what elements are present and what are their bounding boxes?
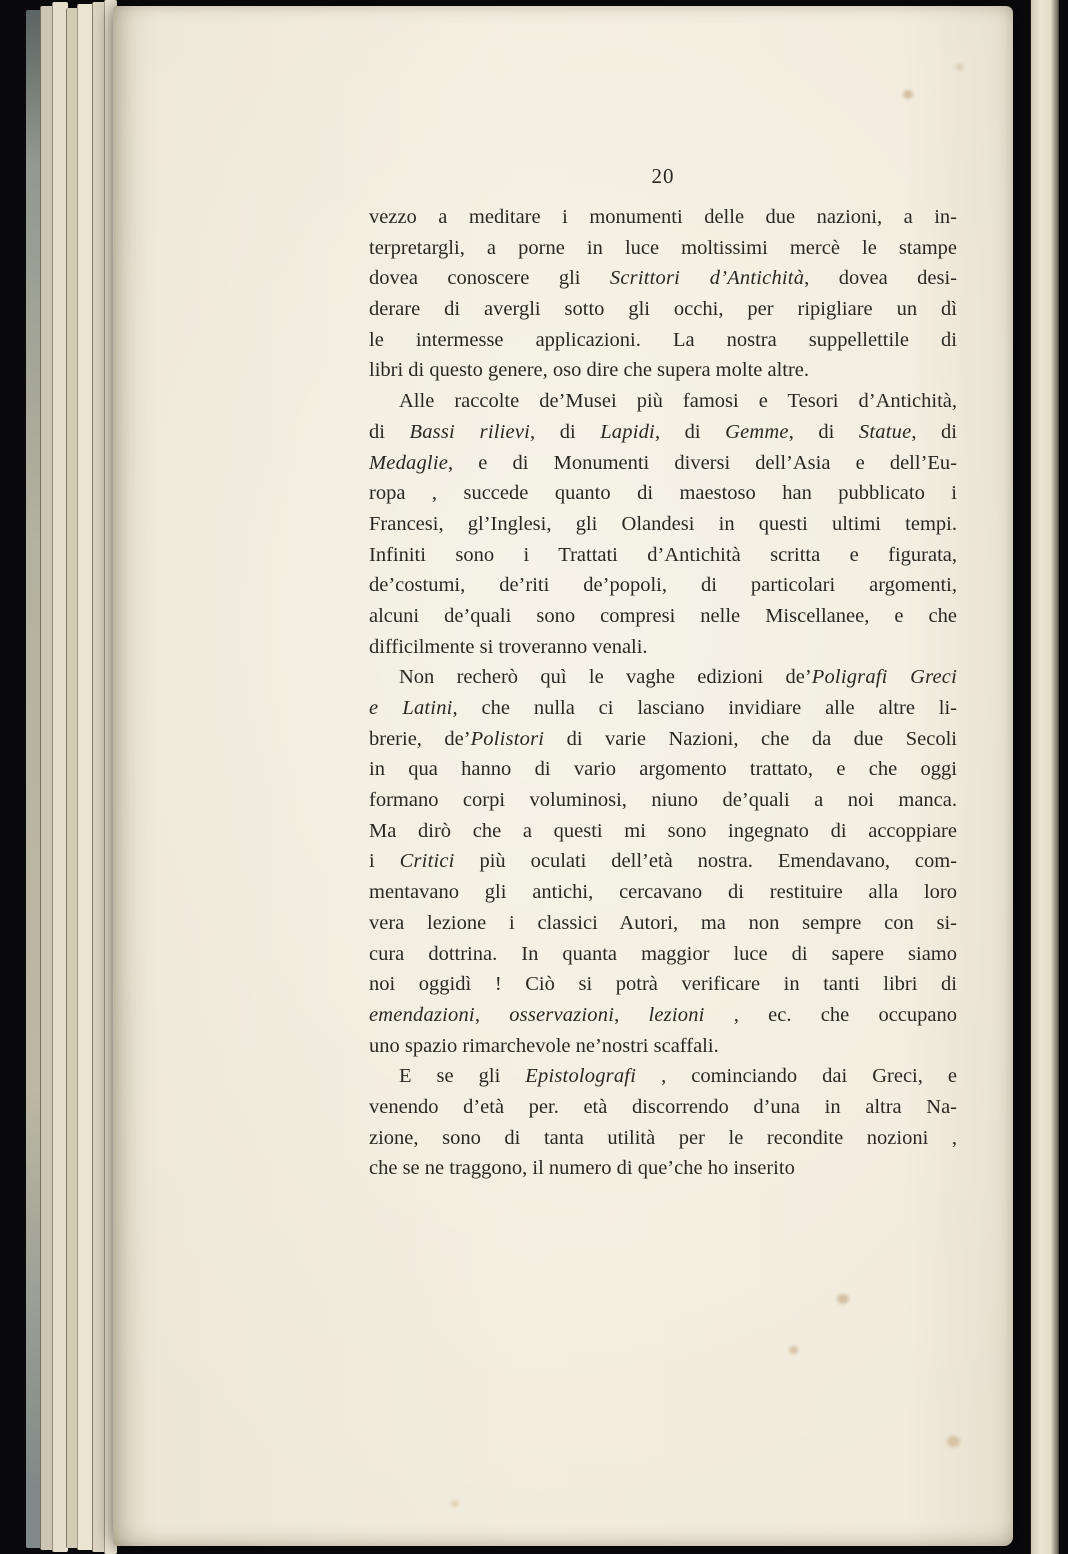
paragraph [369, 202, 957, 386]
text-line: terpretargli, a porne in luce moltissimi mercè le stampe [369, 236, 957, 259]
text-line: zione, sono di tanta utilità per le recondite nozioni , [369, 1126, 957, 1149]
text-line: de’costumi, de’riti de’popoli, di particolari argomenti, [369, 574, 957, 597]
text-line: dovea conoscere gli Scrittori d’Antichità, dovea desi- [369, 267, 957, 290]
page-content [369, 164, 957, 1184]
text-line: Alle raccolte de’Musei più famosi e Tesori d’Antichità, [399, 390, 957, 413]
paragraph [369, 386, 957, 662]
text-line: Ma dirò che a questi mi sono ingegnato di accoppiare [369, 819, 957, 842]
text-line: in qua hanno di vario argomento trattato, e che oggi [369, 758, 957, 781]
text-line: venendo d’età per. età discorrendo d’una in altra Na- [369, 1095, 957, 1118]
facing-page-edge [1030, 0, 1059, 1554]
page-text [369, 202, 957, 1184]
foxing-stain [837, 1294, 849, 1304]
text-line: derare di avergli sotto gli occhi, per ripigliare un dì [369, 298, 957, 321]
text-line: uno spazio rimarchevole ne’nostri scaffali. [369, 1034, 719, 1057]
text-line: formano corpi voluminosi, niuno de’quali a noi manca. [369, 789, 957, 812]
book-page [113, 6, 1013, 1546]
text-line: cura dottrina. In quanta maggior luce di sapere siamo [369, 942, 957, 965]
text-line: e Latini, che nulla ci lasciano invidiare alle altre li- [369, 697, 957, 719]
text-line: Francesi, gl’Inglesi, gli Olandesi in questi ultimi tempi. [369, 512, 957, 535]
text-line: emendazioni, osservazioni, lezioni , ec. che occupano [369, 1003, 957, 1026]
text-line: vera lezione i classici Autori, ma non sempre con si- [369, 911, 957, 934]
text-line: Medaglie, e di Monumenti diversi dell’Asia e dell’Eu- [369, 451, 957, 474]
paragraph [369, 1061, 957, 1184]
text-line: i Critici più oculati dell’età nostra. Emendavano, com- [369, 850, 957, 873]
text-line: ropa , succede quanto di maestoso han pubblicato i [369, 482, 957, 505]
text-line: di Bassi rilievi, di Lapidi, di Gemme, di Statue, di [369, 420, 957, 443]
foxing-stain [947, 1436, 960, 1447]
foxing-stain [789, 1346, 798, 1354]
text-line: alcuni de’quali sono compresi nelle Miscellanee, e che [369, 604, 957, 627]
text-line: libri di questo genere, oso dire che supera molte altre. [369, 359, 810, 382]
paragraph [369, 662, 957, 1061]
text-line: mentavano gli antichi, cercavano di restituire alla loro [369, 881, 957, 904]
text-line: Infiniti sono i Trattati d’Antichità scritta e figurata, [369, 543, 957, 566]
text-line: E se gli Epistolografi , cominciando dai Greci, e [399, 1065, 957, 1088]
text-line: Non recherò quì le vaghe edizioni de’Poligrafi Greci [399, 666, 957, 689]
foxing-stain [903, 90, 913, 99]
foxing-stain [956, 64, 963, 70]
text-line: vezzo a meditare i monumenti delle due nazioni, a in- [369, 206, 957, 228]
page-number: 20 [651, 164, 675, 188]
text-line: brerie, de’Polistori di varie Nazioni, che da due Secoli [369, 727, 957, 750]
text-line: difficilmente si troveranno venali. [369, 635, 648, 658]
text-line: le intermesse applicazioni. La nostra suppellettile di [369, 328, 957, 351]
text-line: noi oggidì ! Ciò si potrà verificare in tanti libri di [369, 973, 957, 996]
foxing-stain [451, 1500, 459, 1507]
text-line: che se ne traggono, il numero di que’che ho inserito [369, 1157, 795, 1180]
